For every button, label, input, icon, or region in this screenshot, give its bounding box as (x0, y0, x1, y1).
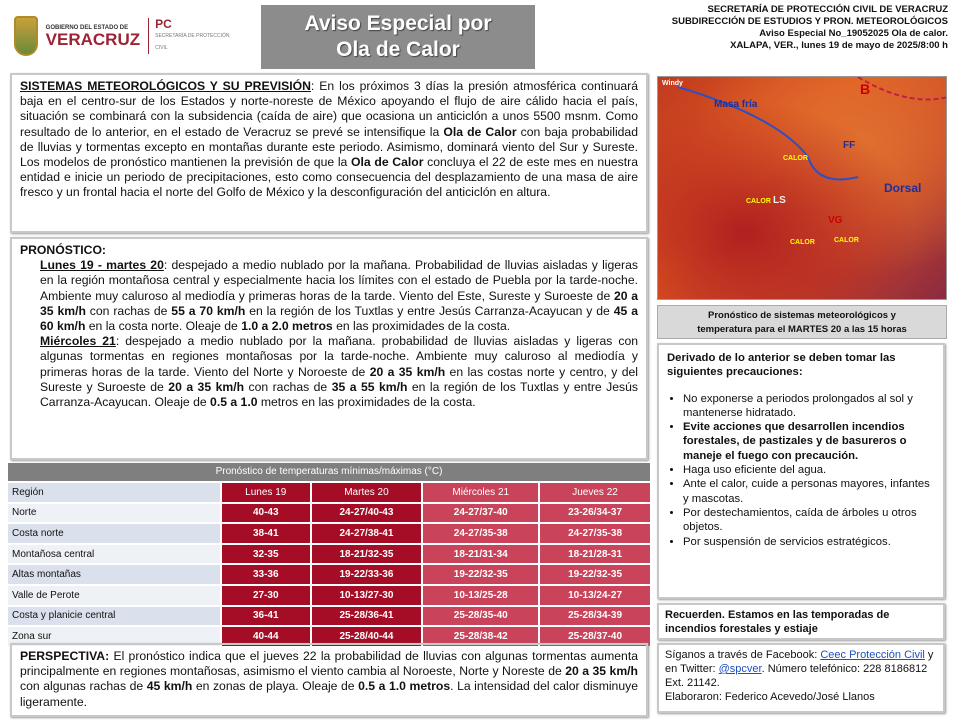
region-cell: Norte (8, 504, 220, 523)
region-cell: Costa norte (8, 524, 220, 543)
temp-cell: 27-30 (220, 586, 310, 605)
caption-line: Pronóstico de sistemas meteorológicos y (708, 310, 896, 321)
temp-cell: 18-21/28-31 (538, 545, 650, 564)
temp-cell: 40-44 (220, 627, 310, 646)
table-row (8, 504, 650, 523)
text: metros en las proximidades de la costa. (257, 395, 476, 410)
header-line: Aviso Especial No_19052025 Ola de calor. (759, 28, 948, 39)
text: 0.5 a 1.0 (210, 395, 258, 410)
reminder-box: Recuerden. Estamos en las temporadas de incendios forestales y estiaje (657, 603, 945, 640)
temp-cell: Miércoles 21 (421, 483, 538, 502)
text: Síganos a través de Facebook: (665, 649, 821, 661)
forecast-paragraph (20, 258, 638, 334)
temp-cell: 10-13/25-28 (421, 586, 538, 605)
section-heading: SISTEMAS METEOROLÓGICOS Y SU PREVISIÓN (20, 79, 311, 93)
text: en las proximidades de la costa. (332, 319, 511, 334)
region-cell: Valle de Perote (8, 586, 220, 605)
temp-cell: 24-27/35-38 (538, 524, 650, 543)
table-row (8, 565, 650, 584)
temp-cell: 18-21/32-35 (310, 545, 422, 564)
text: concluya el 22 de este mes en nuestra entidad e inicie un periodo de precipitaciones, esto como consecuencia del desplazamiento de una masa de aire fresco y un frontal hacia el norte del Golfo de México y la desconfiguración del anticiclón en altura. (20, 155, 638, 200)
temp-cell: 25-28/35-40 (421, 607, 538, 626)
text: Miércoles 21 (40, 334, 116, 349)
calor-label: CALOR (746, 198, 771, 205)
text: Ola de Calor (351, 155, 424, 170)
temp-cell: 10-13/27-30 (310, 586, 422, 605)
table-row (8, 586, 650, 605)
region-cell: Costa y planicie central (8, 607, 220, 626)
veracruz-shield-icon (14, 16, 38, 56)
header-info (672, 4, 948, 52)
temp-cell: 38-41 (220, 524, 310, 543)
vg-label: VG (828, 215, 843, 226)
text: 0.5 a 1.0 metros (358, 679, 451, 694)
map-caption (657, 305, 947, 339)
temp-cell: 24-27/37-40 (421, 504, 538, 523)
temp-cell: 25-28/37-40 (538, 627, 650, 646)
text: : En los próximos 3 días la presión atmosférica continuará baja en el centro-sur de los Estados y norte-noreste de México apoyando el flujo de aire cálido hacia el país, situación se combinará con la subsidencia (caída de aire) que ocasiona un anticiclón a unos 5500 msnm. Como resultado de lo anterior, en el estado de Veracruz se prevé se intensifique la (20, 79, 638, 139)
precaution-item: • No exponerse a periodos prolongados al sol y mantenerse hidratado. (683, 392, 935, 421)
precautions-box (657, 343, 945, 599)
ls-label: LS (773, 195, 786, 206)
dorsal-label: Dorsal (884, 181, 922, 195)
temp-cell: 24-27/40-43 (310, 504, 422, 523)
frente-frio-label: FF (843, 140, 856, 151)
precaution-item: • Evite acciones que desarrollen incendios forestales, de pastizales y de basureros o maneje el fuego con precaución. (683, 420, 935, 463)
text: en la región de los Tuxtlas y entre Jesús Carranza-Acayucan. Oleaje de (40, 379, 638, 410)
precaution-item: • Ante el calor, cuide a personas mayores, infantes y mascotas. (683, 477, 935, 506)
text: 20 a 35 km/h (40, 288, 638, 318)
text: con algunas rachas de (20, 679, 147, 694)
text: con rachas de (85, 303, 172, 318)
calor-label: CALOR (783, 155, 808, 162)
table-row (8, 607, 650, 626)
region-cell: Zona sur (8, 627, 220, 646)
temp-cell: 19-22/32-35 (538, 565, 650, 584)
title-line1: Aviso Especial por (304, 12, 492, 35)
text: 20 a 35 km/h (168, 379, 245, 394)
temp-cell: 25-28/34-39 (538, 607, 650, 626)
text: y en Twitter: (665, 649, 934, 675)
perspectiva-section (10, 643, 648, 717)
page-title (261, 5, 535, 69)
temp-cell: 25-28/38-42 (421, 627, 538, 646)
text: Ola de Calor (443, 124, 517, 139)
table-row (8, 524, 650, 543)
temp-cell: 24-27/35-38 (421, 524, 538, 543)
text: Lunes 19 - martes 20 (40, 258, 164, 273)
temp-cell: 25-28/40-44 (310, 627, 422, 646)
region-cell: Montañosa central (8, 545, 220, 564)
precaution-item: • Haga uso eficiente del agua. (683, 463, 935, 477)
temp-cell: Martes 20 (310, 483, 422, 502)
text: 35 a 55 km/h (331, 379, 408, 394)
pronostico-section (10, 237, 648, 460)
precaution-item: • Por suspensión de servicios estratégicos. (683, 535, 935, 549)
text: : despejado a medio nublado por la mañana. Probabilidad de lluvias aisladas y ligeras en la región montañosa central y especialmente hacia los límites con el estado de Puebla por la tarde-noche. Ambiente muy caluroso al mediodía y primeras horas de la tarde. Viento del Este, Sureste y Suroeste de (40, 258, 638, 303)
facebook-link[interactable]: Ceec Protección Civil (820, 649, 925, 661)
temp-cell: 40-43 (220, 504, 310, 523)
masa-fria-label: Masa fría (714, 99, 758, 110)
text: 1.0 a 2.0 metros (241, 319, 333, 334)
text: en la costa norte. Oleaje de (85, 319, 242, 334)
text: : despejado a medio nublado por la mañana. probabilidad de lluvias aisladas y ligeras con algunas tormentas en regiones montañosas por la tarde-noche. Ambiente muy caluroso al mediodía y primeras horas de la tarde. Viento del Norte y Noroeste de (40, 334, 639, 379)
text: con rachas de (244, 379, 332, 394)
text: . Número telefónico: 228 8186812 Ext. 21142. (665, 663, 928, 689)
header-line: XALAPA, VER., lunes 19 de mayo de 2025/8:00 h (730, 40, 948, 51)
text: 20 a 35 km/h (565, 664, 638, 679)
temp-cell: 32-35 (220, 545, 310, 564)
caption-line: temperatura para el MARTES 20 a las 15 horas (697, 324, 907, 335)
temp-cell: 24-27/38-41 (310, 524, 422, 543)
contact-box (657, 643, 945, 713)
pc-text: PC (155, 17, 172, 31)
header-line: SUBDIRECCIÓN DE ESTUDIOS Y PRON. METEOROLÓGICOS (671, 16, 948, 27)
logo-state: VERACRUZ (45, 29, 141, 49)
twitter-link[interactable]: @spcver (718, 663, 762, 675)
pc-sub: SECRETARÍA DE PROTECCIÓN CIVIL (155, 33, 230, 51)
text: en las costas norte y centro, y del Sureste y Suroeste de (40, 364, 639, 394)
logo-gob: GOBIERNO DEL ESTADO DE (45, 24, 129, 31)
temp-cell: 33-36 (220, 565, 310, 584)
temp-cell: 19-22/32-35 (421, 565, 538, 584)
pc-logo (148, 18, 234, 54)
sistemas-section (10, 73, 648, 233)
temp-cell: 10-13/24-27 (538, 586, 650, 605)
temp-cell: Lunes 19 (220, 483, 310, 502)
text: 20 a 35 km/h (369, 364, 446, 379)
precaution-item: • Por destechamientos, caída de árboles u otros objetos. (683, 506, 935, 535)
text: en zonas de playa. Oleaje de (192, 679, 359, 694)
header-line: SECRETARÍA DE PROTECCIÓN CIVIL DE VERACRUZ (707, 4, 948, 15)
temp-cell: Jueves 22 (538, 483, 650, 502)
calor-label: CALOR (790, 239, 815, 246)
section-heading: PRONÓSTICO: (20, 243, 106, 257)
temp-cell: 23-26/34-37 (538, 504, 650, 523)
section-heading: PERSPECTIVA: (20, 649, 110, 663)
region-cell: Altas montañas (8, 565, 220, 584)
text: 55 a 70 km/h (171, 303, 246, 318)
text: 45 km/h (146, 679, 193, 694)
text: con baja probabilidad de lluvias y tormentas excepto en montañas durante este periodo. Asimismo, dominará viento del Sur y Sureste. Los modelos de pronóstico mantienen la previsión de que la (20, 124, 638, 170)
text: El pronóstico indica que el jueves 22 la probabilidad de lluvias con algunas tormentas aumenta principalmente en regiones montañosas, asimismo el viento cambia al Noroeste, Norte y Noreste de (20, 649, 638, 679)
temperature-table (8, 463, 650, 648)
low-pressure-label: B (860, 81, 871, 97)
authors: Elaboraron: Federico Acevedo/José Llanos (665, 691, 875, 703)
temp-cell: 36-41 (220, 607, 310, 626)
text: . La intensidad del calor disminuye ligeramente. (20, 679, 638, 709)
weather-map (657, 76, 947, 300)
region-cell: Región (8, 483, 220, 502)
temp-cell: 25-28/36-41 (310, 607, 422, 626)
text: 45 a 60 km/h (40, 303, 638, 334)
table-caption: Pronóstico de temperaturas mínimas/máximas (°C) (8, 463, 650, 481)
forecast-paragraph (20, 334, 638, 410)
temp-cell: 19-22/33-36 (310, 565, 422, 584)
windy-label: Windy (662, 80, 683, 87)
government-logo (14, 12, 234, 60)
table-header-row (8, 483, 650, 502)
text: en la región de los Tuxtlas y entre Jesús Carranza-Acayucan y de (245, 303, 614, 318)
temp-cell: 18-21/31-34 (421, 545, 538, 564)
table-row (8, 545, 650, 564)
calor-label: CALOR (834, 237, 859, 244)
title-line2: Ola de Calor (336, 38, 460, 61)
precautions-heading: Derivado de lo anterior se deben tomar las siguientes precauciones: (667, 352, 896, 379)
